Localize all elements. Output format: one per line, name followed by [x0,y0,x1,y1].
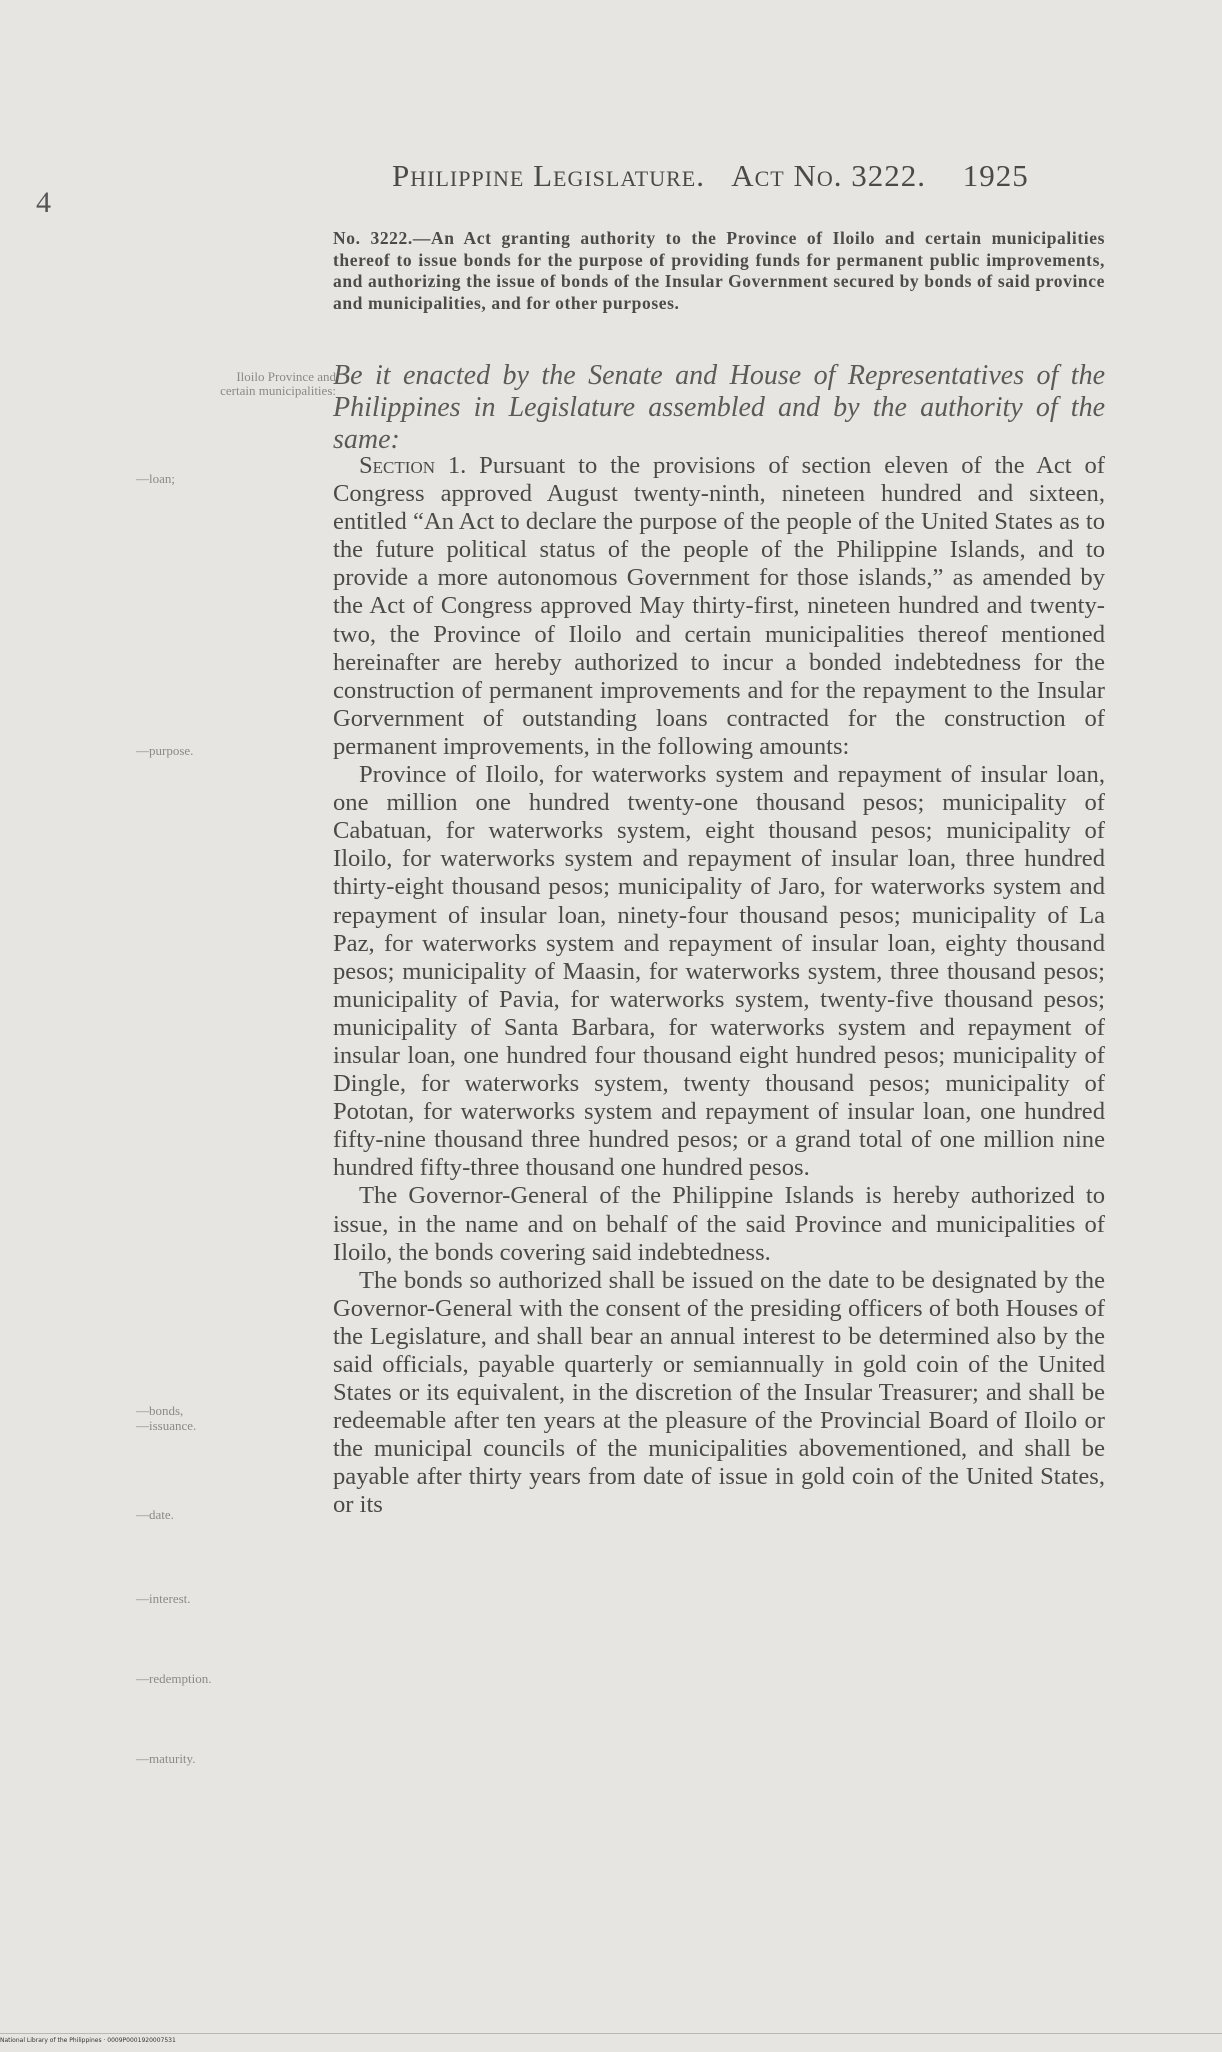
running-header [392,158,1112,194]
margin-note-redemption: —redemption. [136,1671,212,1686]
margin-note-province: Iloilo Province and [236,369,336,384]
act-title [333,228,1105,314]
header-year: 1925 [962,158,1029,193]
header-title: Philippine Legislature. [392,158,705,193]
margin-note-purpose: —purpose. [136,743,194,758]
margin-note-date: —date. [136,1507,174,1522]
section-1-paragraph [333,452,1105,761]
margin-note-municipalities: certain municipalities: [220,383,336,398]
act-number: No. 3222. [333,228,413,248]
margin-note-interest: —interest. [136,1591,191,1606]
margin-note-maturity: —maturity. [136,1751,196,1766]
footer-divider [0,2033,1222,2034]
section-label: Section 1. [359,452,467,479]
enacting-clause: Be it enacted by the Senate and House of Representatives of the Philippines in Legislature assembled and by the authority of the same: [333,360,1105,455]
page-number: 4 [36,186,51,219]
act-title-text: —An Act granting authority to the Province of Iloilo and certain municipalities thereof to issue bonds for the purpose of providing funds for permanent public improvements, and authorizing the issue of bonds of the Insular Government secured by bonds of said province and municipalities, and for other purposes. [333,228,1105,313]
act-body [333,452,1105,1520]
margin-note-loan: —loan; [136,471,175,486]
margin-note-bonds: —bonds, [136,1403,184,1418]
amounts-paragraph: Province of Iloilo, for waterworks system and repayment of insular loan, one million one hundred twenty-one thousand pesos; municipality of Cabatuan, for waterworks system, eight thousand pesos; municipality of Iloilo, for waterworks system and repayment of insular loan, three hundred thirty-eight thousand pesos; municipality of Jaro, for waterworks system and repayment of insular loan, ninety-four thousand pesos; municipality of La Paz, for waterworks system and repayment of insular loan, eighty thousand pesos; municipality of Maasin, for waterworks system, three thousand pesos; municipality of Pavia, for waterworks system, twenty-five thousand pesos; municipality of Santa Barbara, for waterworks system and repayment of insular loan, one hundred four thousand eight hundred pesos; municipality of Dingle, for waterworks system, twenty thousand pesos; municipality of Pototan, for waterworks system and repayment of insular loan, one hundred fifty-nine thousand three hundred pesos; or a grand total of one million nine hundred fifty-three thousand one hundred pesos. [333,761,1105,1182]
margin-note-issuance: —issuance. [136,1418,197,1433]
footer-credit: National Library of the Philippines · 0009P0001920007531 [0,2037,176,2044]
bonds-paragraph: The Governor-General of the Philippine Islands is hereby authorized to issue, in the name and on behalf of the said Province and municipalities of Iloilo, the bonds covering said indebtedness. [333,1182,1105,1266]
header-act: Act No. 3222. [731,158,927,193]
bond-terms-paragraph: The bonds so authorized shall be issued on the date to be designated by the Governor-General with the consent of the presiding officers of both Houses of the Legislature, and shall bear an annual interest to be determined also by the said officials, payable quarterly or semiannually in gold coin of the United States or its equivalent, in the discretion of the Insular Treasurer; and shall be redeemable after ten years at the pleasure of the Provincial Board of Iloilo or the municipal councils of the municipalities abovementioned, and shall be payable after thirty years from date of issue in gold coin of the United States, or its [333,1266,1105,1519]
section-1-text: Pursuant to the provisions of section eleven of the Act of Congress approved August twenty-ninth, nineteen hundred and sixteen, entitled “An Act to declare the purpose of the people of the United States as to the future political status of the people of the Philippine Islands, and to provide a more autonomous Government for those islands,” as amended by the Act of Congress approved May thirty-first, nineteen hundred and twenty-two, the Province of Iloilo and certain municipalities thereof mentioned hereinafter are hereby authorized to incur a bonded indebtedness for the construction of permanent improvements and for the repayment to the Insular Gorvernment of outstanding loans contracted for the construction of permanent improvements, in the following amounts: [333,452,1105,760]
